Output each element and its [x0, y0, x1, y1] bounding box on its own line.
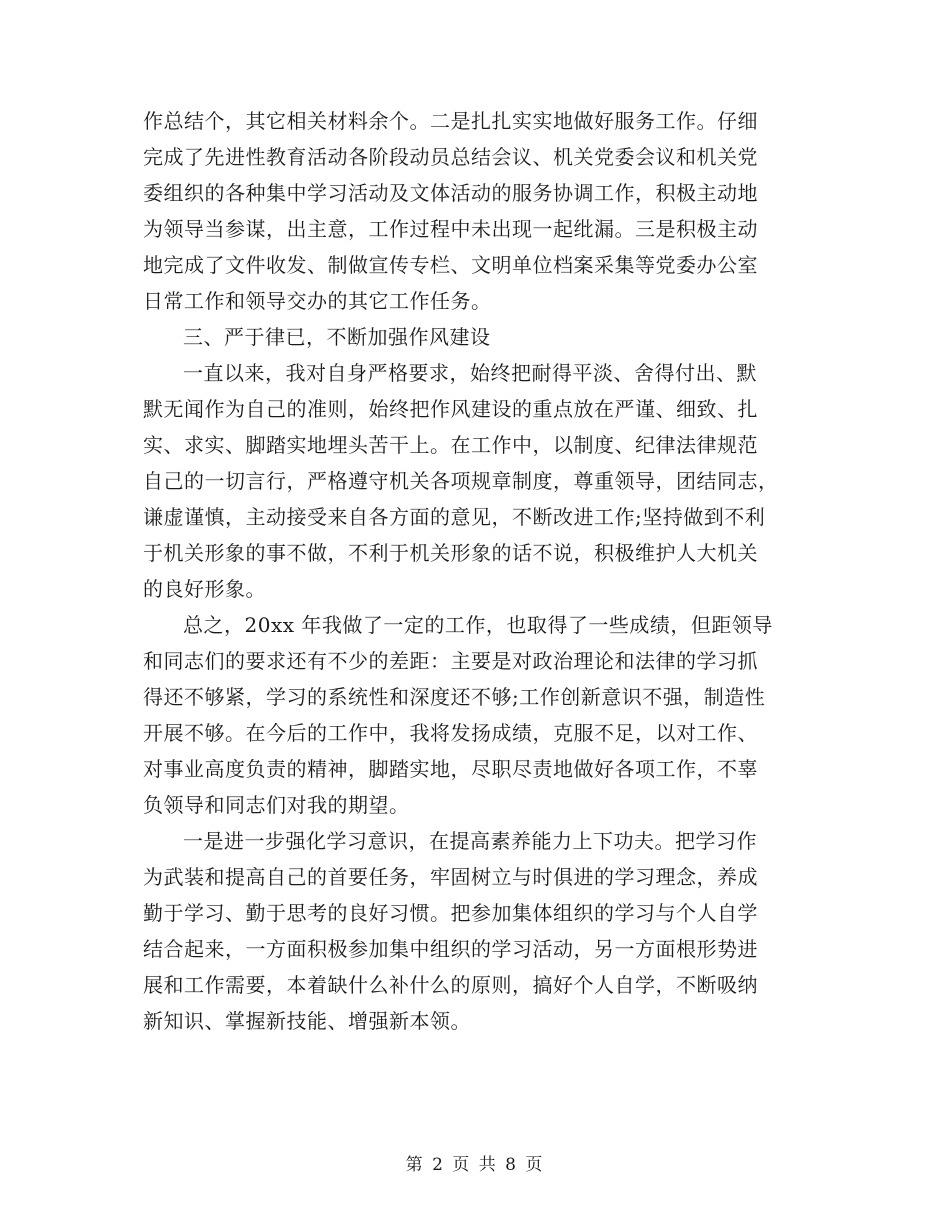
text-line: 对事业高度负责的精神，脚踏实地，尽职尽责地做好各项工作，不辜	[143, 757, 758, 781]
text-line: 负领导和同志们对我的期望。	[143, 793, 410, 817]
text-line: 和同志们的要求还有不少的差距：主要是对政治理论和法律的学习抓	[143, 649, 758, 673]
page-number-footer: 第 2 页 共 8 页	[405, 1155, 545, 1175]
text-line: 谦虚谨慎，主动接受来自各方面的意见，不断改进工作;坚持做到不利	[143, 505, 766, 529]
text-line: 地完成了文件收发、制做宣传专栏、文明单位档案采集等党委办公室	[143, 253, 758, 277]
text-line: 默无闻作为自己的准则，始终把作风建设的重点放在严谨、细致、扎	[143, 397, 758, 421]
text-line: 开展不够。在今后的工作中，我将发扬成绩，克服不足，以对工作、	[143, 721, 758, 745]
text-line: 的良好形象。	[143, 577, 266, 601]
text-line: 得还不够紧，学习的系统性和深度还不够;工作创新意识不强，制造性	[143, 685, 766, 709]
text-line: 实、求实、脚踏实地埋头苦干上。在工作中，以制度、纪律法律规范	[143, 433, 758, 457]
text-line: 为领导当参谋，出主意，工作过程中未出现一起纰漏。三是积极主动	[143, 217, 758, 241]
text-line: 为武装和提高自己的首要任务，牢固树立与时俱进的学习理念，养成	[143, 865, 758, 889]
text-line: 新知识、掌握新技能、增强新本领。	[143, 1009, 471, 1033]
document-body	[143, 103, 807, 1039]
text-line: 于机关形象的事不做，不利于机关形象的话不说，积极维护人大机关	[143, 541, 758, 565]
text-line: 自己的一切言行，严格遵守机关各项规章制度，尊重领导，团结同志，	[143, 469, 779, 493]
text-line: 委组织的各种集中学习活动及文体活动的服务协调工作，积极主动地	[143, 181, 758, 205]
text-line: 勤于学习、勤于思考的良好习惯。把参加集体组织的学习与个人自学	[143, 901, 758, 925]
text-line: 一直以来，我对自身严格要求，始终把耐得平淡、舍得付出、默	[183, 361, 757, 385]
text-line: 总之，20xx 年我做了一定的工作，也取得了一些成绩，但距领导	[183, 613, 773, 637]
text-line: 日常工作和领导交办的其它工作任务。	[143, 289, 492, 313]
text-line: 完成了先进性教育活动各阶段动员总结会议、机关党委会议和机关党	[143, 145, 758, 169]
text-line: 一是进一步强化学习意识，在提高素养能力上下功夫。把学习作	[183, 829, 757, 853]
section-heading: 三、严于律已，不断加强作风建设	[183, 325, 491, 349]
text-line: 结合起来，一方面积极参加集中组织的学习活动，另一方面根形势进	[143, 937, 758, 961]
text-line: 作总结个，其它相关材料余个。二是扎扎实实地做好服务工作。仔细	[143, 109, 758, 133]
text-line: 展和工作需要，本着缺什么补什么的原则，搞好个人自学，不断吸纳	[143, 973, 758, 997]
